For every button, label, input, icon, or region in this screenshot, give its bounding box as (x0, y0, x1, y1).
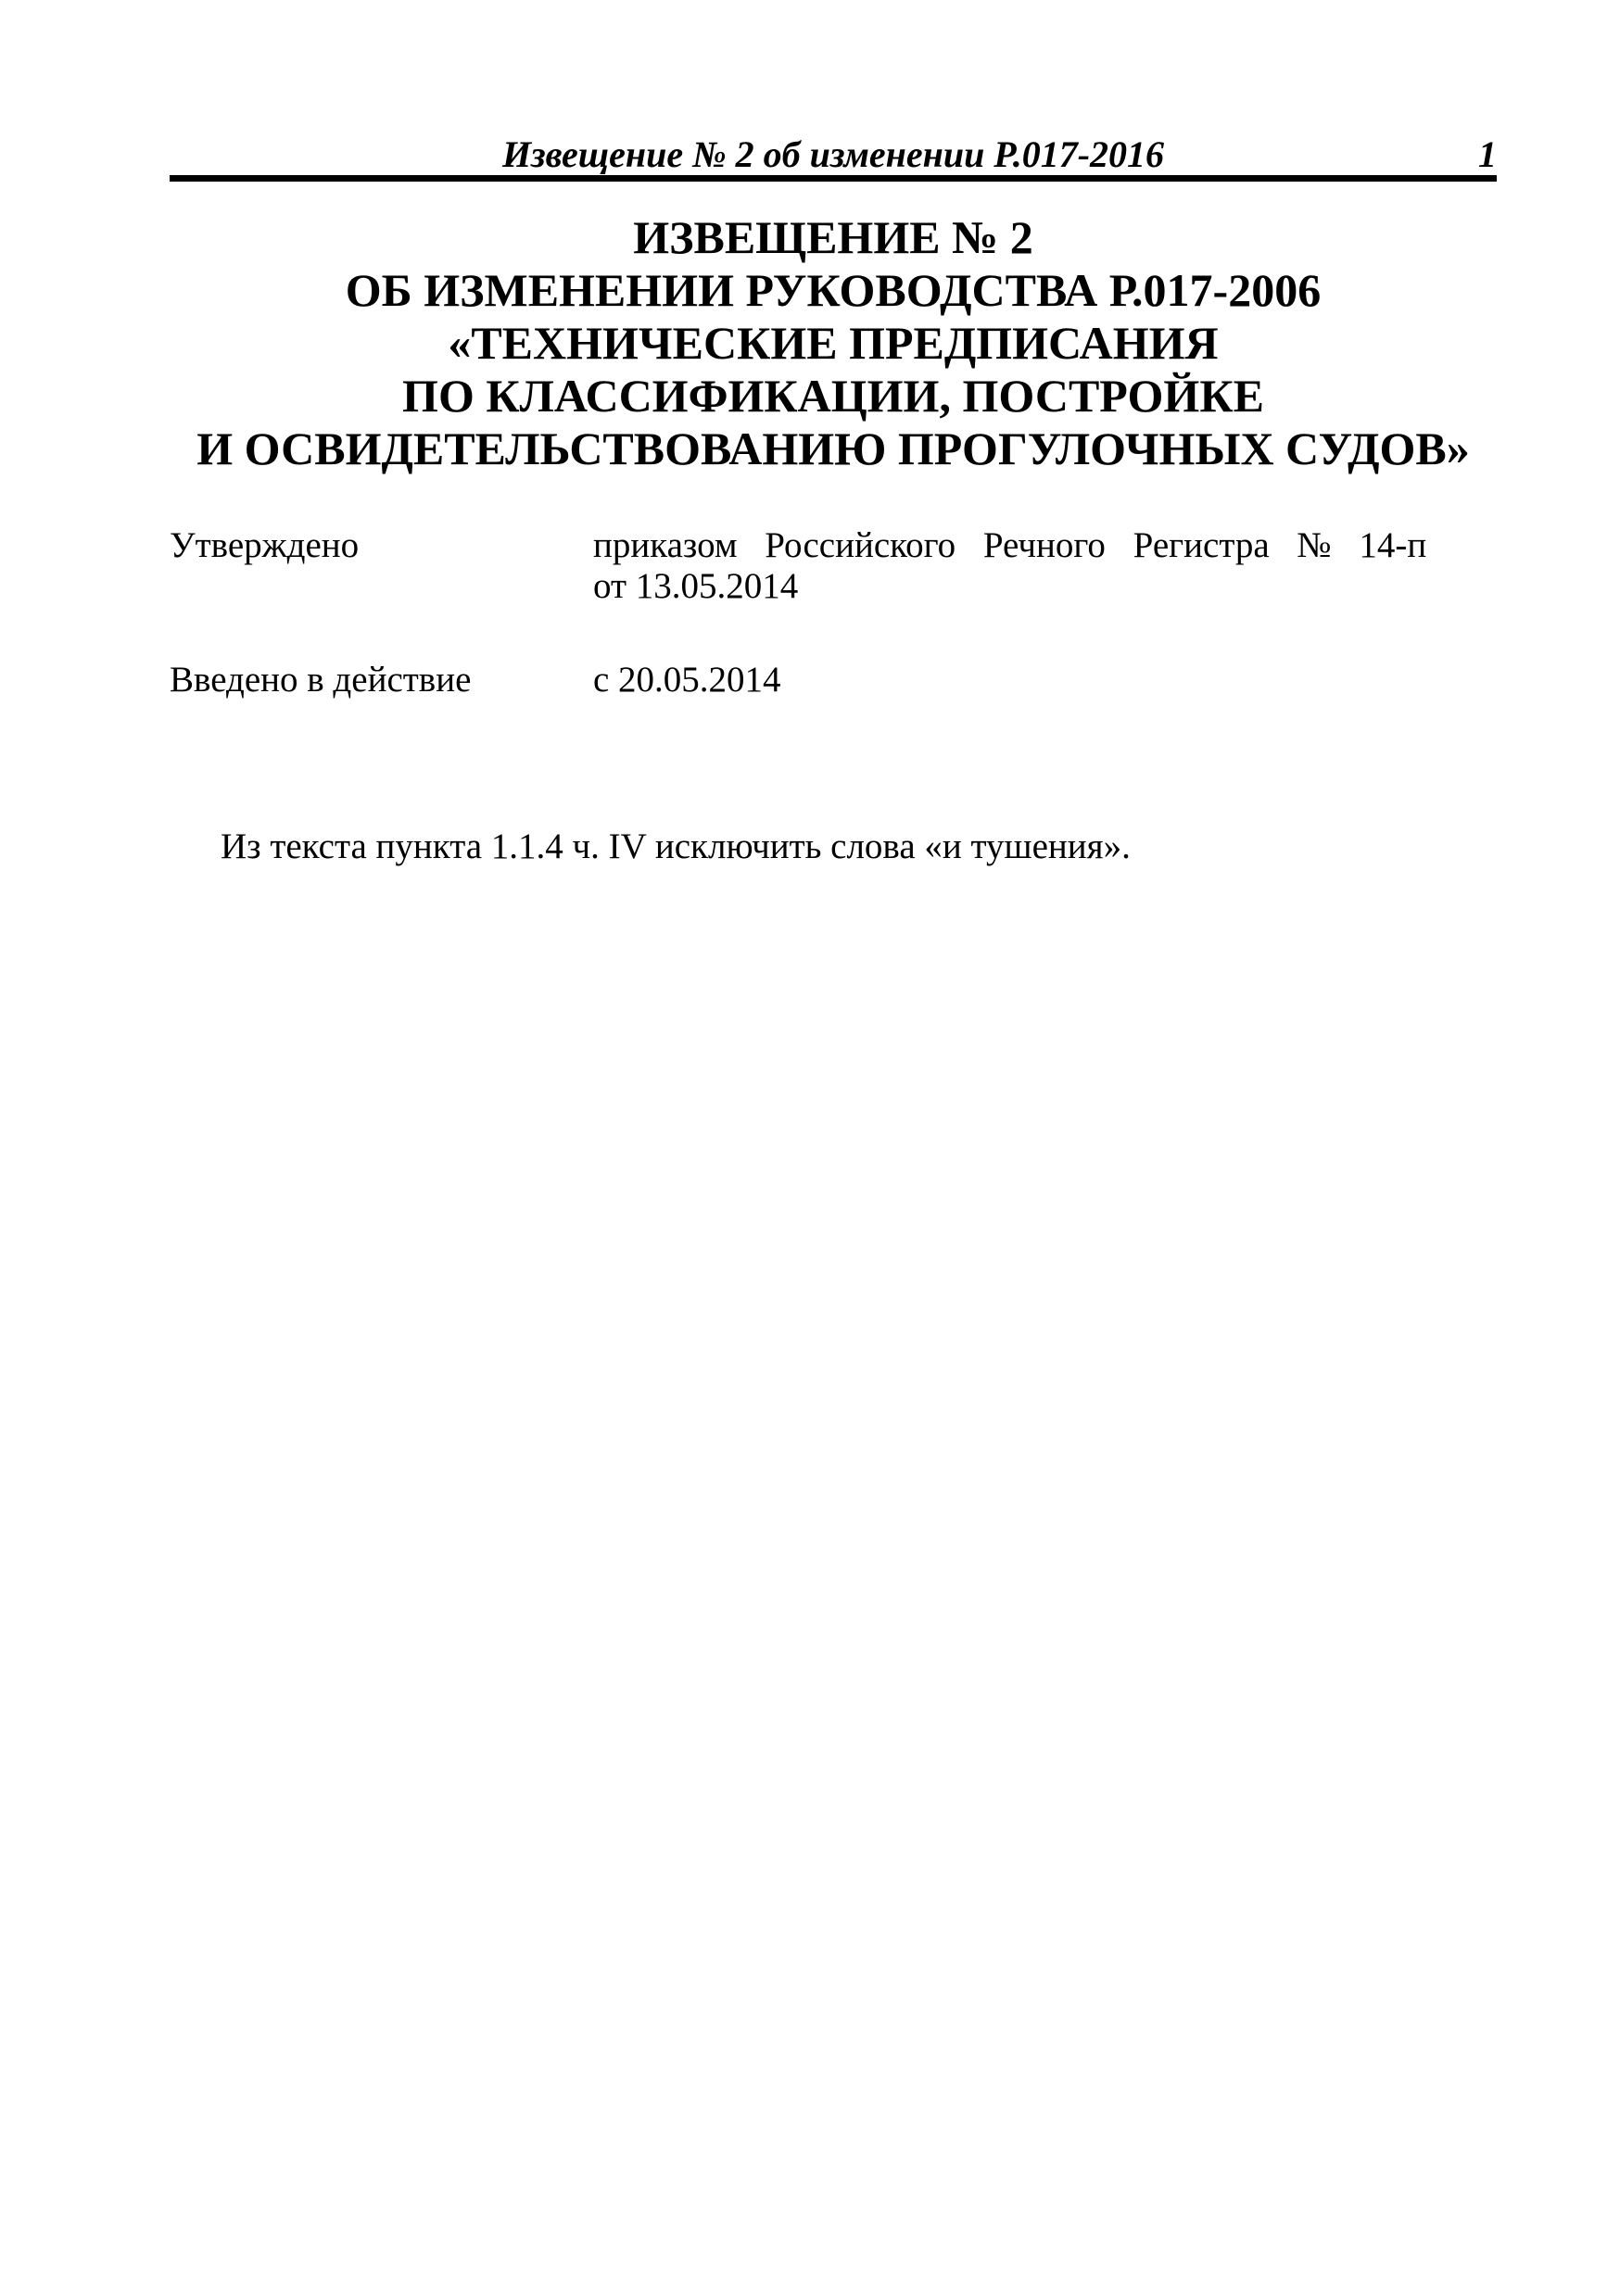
approved-value-line: приказом Российского Речного Регистра № 14-п (593, 525, 1427, 565)
page-number: 1 (1478, 133, 1497, 175)
document-title-line: И ОСВИДЕТЕЛЬСТВОВАНИЮ ПРОГУЛОЧНЫХ СУДОВ» (196, 423, 1470, 474)
approved-value (593, 525, 1497, 607)
running-header-title: Извещение № 2 об изменении Р.017-2016 (501, 133, 1165, 175)
effective-value (593, 660, 1497, 700)
approved-label: Утверждено (170, 525, 360, 565)
document-title-line: ПО КЛАССИФИКАЦИИ, ПОСТРОЙКЕ (402, 370, 1264, 422)
document-title (170, 211, 1497, 475)
document-title-line: ОБ ИЗМЕНЕНИИ РУКОВОДСТВА Р.017-2006 (345, 264, 1322, 316)
approved-value-line: от 13.05.2014 (593, 566, 799, 606)
effective-value-line: с 20.05.2014 (593, 660, 781, 700)
effective-label: Введено в действие (170, 660, 472, 700)
document-title-line: «ТЕХНИЧЕСКИЕ ПРЕДПИСАНИЯ (448, 317, 1219, 369)
page-content (170, 0, 1497, 2296)
amendment-paragraph: Из текста пункта 1.1.4 ч. IV исключить слова «и тушения». (221, 826, 1131, 866)
document-title-line: ИЗВЕЩЕНИЕ № 2 (633, 211, 1033, 263)
header-rule-divider (170, 175, 1497, 182)
